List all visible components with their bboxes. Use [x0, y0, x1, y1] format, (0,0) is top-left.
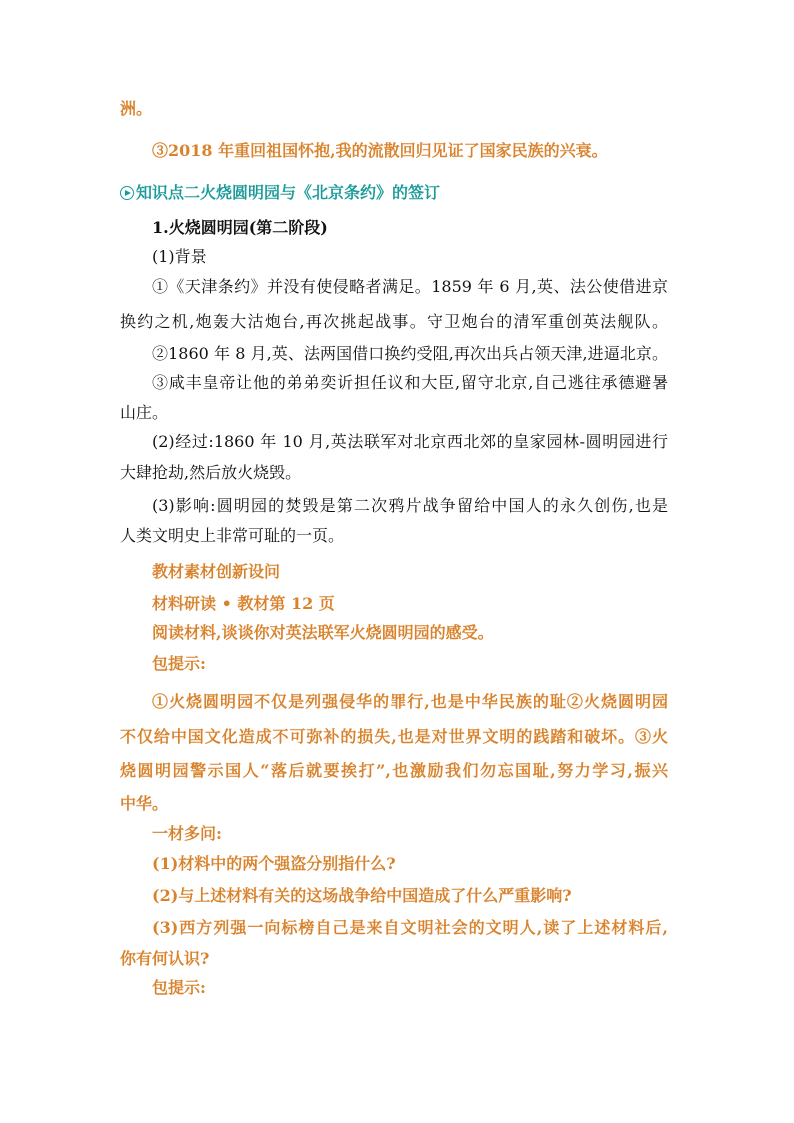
section-title — [120, 181, 440, 205]
question-3b: 你有何认识? — [120, 949, 210, 968]
background-label: (1)背景 — [152, 247, 207, 266]
material-title: 教材素材创新设问 — [152, 562, 281, 581]
process-b: 大肆抢劫,然后放火烧毁。 — [120, 463, 302, 482]
question-1: (1)材料中的两个强盗分别指什么? — [152, 854, 396, 873]
continued-text: 洲。 — [120, 99, 153, 118]
effect-a: (3)影响:圆明园的焚毁是第二次鸦片战争留给中国人的永久创伤,也是 — [152, 496, 668, 515]
question-3a: (3)西方列强一向标榜自己是来自文明社会的文明人,读了上述材料后, — [152, 918, 668, 937]
answer-c: 烧圆明园警示国人“落后就要挨打”,也激励我们勿忘国耻,努力学习,振兴 — [120, 761, 668, 780]
hint-label-2: 包提示: — [152, 978, 206, 997]
heading-1: 1.火烧圆明园(第二阶段) — [152, 218, 328, 237]
play-circle-icon — [120, 186, 134, 200]
answer-d: 中华。 — [120, 794, 169, 813]
process-a: (2)经过:1860 年 10 月,英法联军对北京西北郊的皇家园林-圆明园进行 — [152, 432, 668, 451]
background-3a: ③咸丰皇帝让他的弟弟奕䜣担任议和大臣,留守北京,自己逃往承德避暑 — [152, 373, 668, 392]
effect-b: 人类文明史上非常可耻的一页。 — [120, 526, 345, 545]
multi-question-label: 一材多问: — [152, 824, 222, 843]
answer-b: 不仅给中国文化造成不可弥补的损失,也是对世界文明的践踏和破坏。③火 — [120, 727, 668, 746]
background-1a: ①《天津条约》并没有使侵略者满足。1859 年 6 月,英、法公使借进京 — [152, 277, 668, 296]
background-2: ②1860 年 8 月,英、法两国借口换约受阻,再次出兵占领天津,进逼北京。 — [152, 344, 668, 363]
background-1b: 换约之机,炮轰大沽炮台,再次挑起战事。守卫炮台的清军重创英法舰队。 — [120, 312, 668, 331]
section-title-text: 知识点二火烧圆明园与《北京条约》的签订 — [136, 183, 441, 202]
recovery-statement: ③2018 年重回祖国怀抱,我的流散回归见证了国家民族的兴衰。 — [152, 141, 608, 160]
answer-a: ①火烧圆明园不仅是列强侵华的罪行,也是中华民族的耻②火烧圆明园 — [152, 692, 668, 711]
background-3b: 山庄。 — [120, 403, 169, 422]
material-question: 阅读材料,谈谈你对英法联军火烧圆明园的感受。 — [152, 623, 494, 642]
material-reference: 材料研读 • 教材第 12 页 — [152, 594, 335, 613]
question-2: (2)与上述材料有关的这场战争给中国造成了什么严重影响? — [152, 886, 572, 905]
hint-label-1: 包提示: — [152, 654, 206, 673]
